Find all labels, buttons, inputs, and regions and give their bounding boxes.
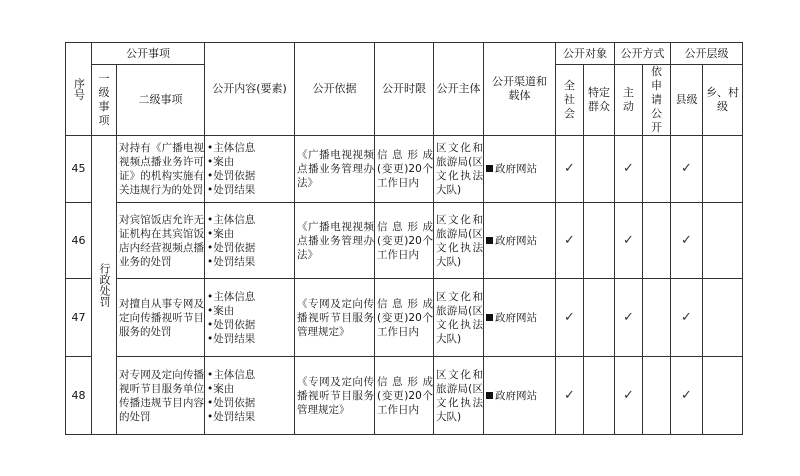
category-level1: 行政处罚: [92, 136, 117, 435]
header-basis: 公开依据: [295, 43, 375, 136]
header-level-town: 乡、村级: [703, 65, 743, 136]
channel-cell: [484, 136, 556, 203]
content-item: • 案由: [207, 304, 294, 318]
check-all-society: ✓: [556, 136, 584, 203]
square-bullet-icon: [486, 314, 493, 321]
item-name: 对擅自从事专网及定向传播视听节目服务的处罚: [117, 279, 205, 357]
item-name: 对专网及定向传播视听节目服务单位传播违规节目内容的处罚: [117, 357, 205, 435]
check-active: ✓: [615, 279, 643, 357]
content-item: • 处罚结果: [207, 255, 294, 269]
channel-cell: [484, 279, 556, 357]
content-item: • 处罚结果: [207, 332, 294, 346]
content-item: • 案由: [207, 227, 294, 241]
content-item: • 处罚依据: [207, 241, 294, 255]
content-item: • 主体信息: [207, 368, 294, 382]
check-request-empty: [643, 203, 671, 279]
check-active: ✓: [615, 136, 643, 203]
check-county: ✓: [671, 203, 703, 279]
check-all-society: ✓: [556, 203, 584, 279]
header-level2: 二级事项: [117, 65, 205, 136]
check-county: ✓: [671, 279, 703, 357]
check-specific-empty: [584, 203, 615, 279]
row-number: 46: [66, 203, 92, 279]
header-method-request: 依申请公开: [643, 65, 671, 136]
channel-text: 政府网站: [495, 311, 537, 324]
header-channel: 公开渠道和载体: [484, 43, 556, 136]
table-row: [66, 203, 743, 279]
header-target-specific: 特定群众: [584, 65, 615, 136]
check-request-empty: [643, 136, 671, 203]
content-item: • 主体信息: [207, 141, 294, 155]
subject-text: 区文化和旅游局(区文化执法大队): [434, 279, 484, 357]
content-item: • 主体信息: [207, 213, 294, 227]
channel-text: 政府网站: [495, 234, 537, 247]
table-row: [66, 136, 743, 203]
subject-text: 区文化和旅游局(区文化执法大队): [434, 203, 484, 279]
check-town-empty: [703, 357, 743, 435]
header-subject: 公开主体: [434, 43, 484, 136]
header-level1: 一级事项: [92, 65, 117, 136]
header-method: 公开方式: [615, 43, 671, 65]
time-limit-text: 信息形成(变更)20个工作日内: [375, 357, 434, 435]
content-item: • 处罚依据: [207, 396, 294, 410]
basis-text: 《广播电视视频点播业务管理办法》: [295, 203, 375, 279]
check-request-empty: [643, 279, 671, 357]
check-town-empty: [703, 136, 743, 203]
check-active: ✓: [615, 203, 643, 279]
check-active: ✓: [615, 357, 643, 435]
check-town-empty: [703, 203, 743, 279]
header-level-county: 县级: [671, 65, 703, 136]
header-seq: 序号: [66, 43, 92, 136]
content-list: [205, 279, 295, 357]
channel-cell: [484, 357, 556, 435]
square-bullet-icon: [486, 392, 493, 399]
content-list: [205, 203, 295, 279]
basis-text: 《专网及定向传播视听节目服务管理规定》: [295, 279, 375, 357]
channel-text: 政府网站: [495, 163, 537, 175]
check-specific-empty: [584, 136, 615, 203]
channel-text: 政府网站: [495, 389, 537, 402]
check-all-society: ✓: [556, 357, 584, 435]
check-request-empty: [643, 357, 671, 435]
content-item: • 案由: [207, 155, 294, 169]
disclosure-table: [65, 42, 743, 435]
content-list: [205, 136, 295, 203]
subject-text: 区文化和旅游局(区文化执法大队): [434, 136, 484, 203]
table-row: [66, 279, 743, 357]
square-bullet-icon: [486, 237, 493, 244]
square-bullet-icon: [486, 165, 493, 172]
check-county: ✓: [671, 357, 703, 435]
header-matter: 公开事项: [92, 43, 205, 65]
time-limit-text: 信息形成(变更)20个工作日内: [375, 203, 434, 279]
header-time-limit: 公开时限: [375, 43, 434, 136]
content-item: • 处罚依据: [207, 169, 294, 183]
time-limit-text: 信息形成(变更)20个工作日内: [375, 136, 434, 203]
item-name: 对宾馆饭店允许无证机构在其宾馆饭店内经营视频点播业务的处罚: [117, 203, 205, 279]
check-all-society: ✓: [556, 279, 584, 357]
content-item: • 处罚依据: [207, 318, 294, 332]
row-number: 47: [66, 279, 92, 357]
row-number: 48: [66, 357, 92, 435]
basis-text: 《专网及定向传播视听节目服务管理规定》: [295, 357, 375, 435]
content-item: • 主体信息: [207, 290, 294, 304]
header-target-all: 全社会: [556, 65, 584, 136]
item-name: 对持有《广播电视视频点播业务许可证》的机构实施有关违规行为的处罚: [117, 136, 205, 203]
channel-cell: [484, 203, 556, 279]
content-item: • 案由: [207, 382, 294, 396]
check-county: ✓: [671, 136, 703, 203]
check-specific-empty: [584, 279, 615, 357]
basis-text: 《广播电视视频点播业务管理办法》: [295, 136, 375, 203]
check-town-empty: [703, 279, 743, 357]
content-item: • 处罚结果: [207, 183, 294, 197]
header-content: 公开内容(要素): [205, 43, 295, 136]
header-level: 公开层级: [671, 43, 743, 65]
header-method-active: 主动: [615, 65, 643, 136]
table-row: [66, 357, 743, 435]
content-list: [205, 357, 295, 435]
check-specific-empty: [584, 357, 615, 435]
subject-text: 区文化和旅游局(区文化执法大队): [434, 357, 484, 435]
row-number: 45: [66, 136, 92, 203]
time-limit-text: 信息形成(变更)20个工作日内: [375, 279, 434, 357]
content-item: • 处罚结果: [207, 410, 294, 424]
header-target: 公开对象: [556, 43, 615, 65]
